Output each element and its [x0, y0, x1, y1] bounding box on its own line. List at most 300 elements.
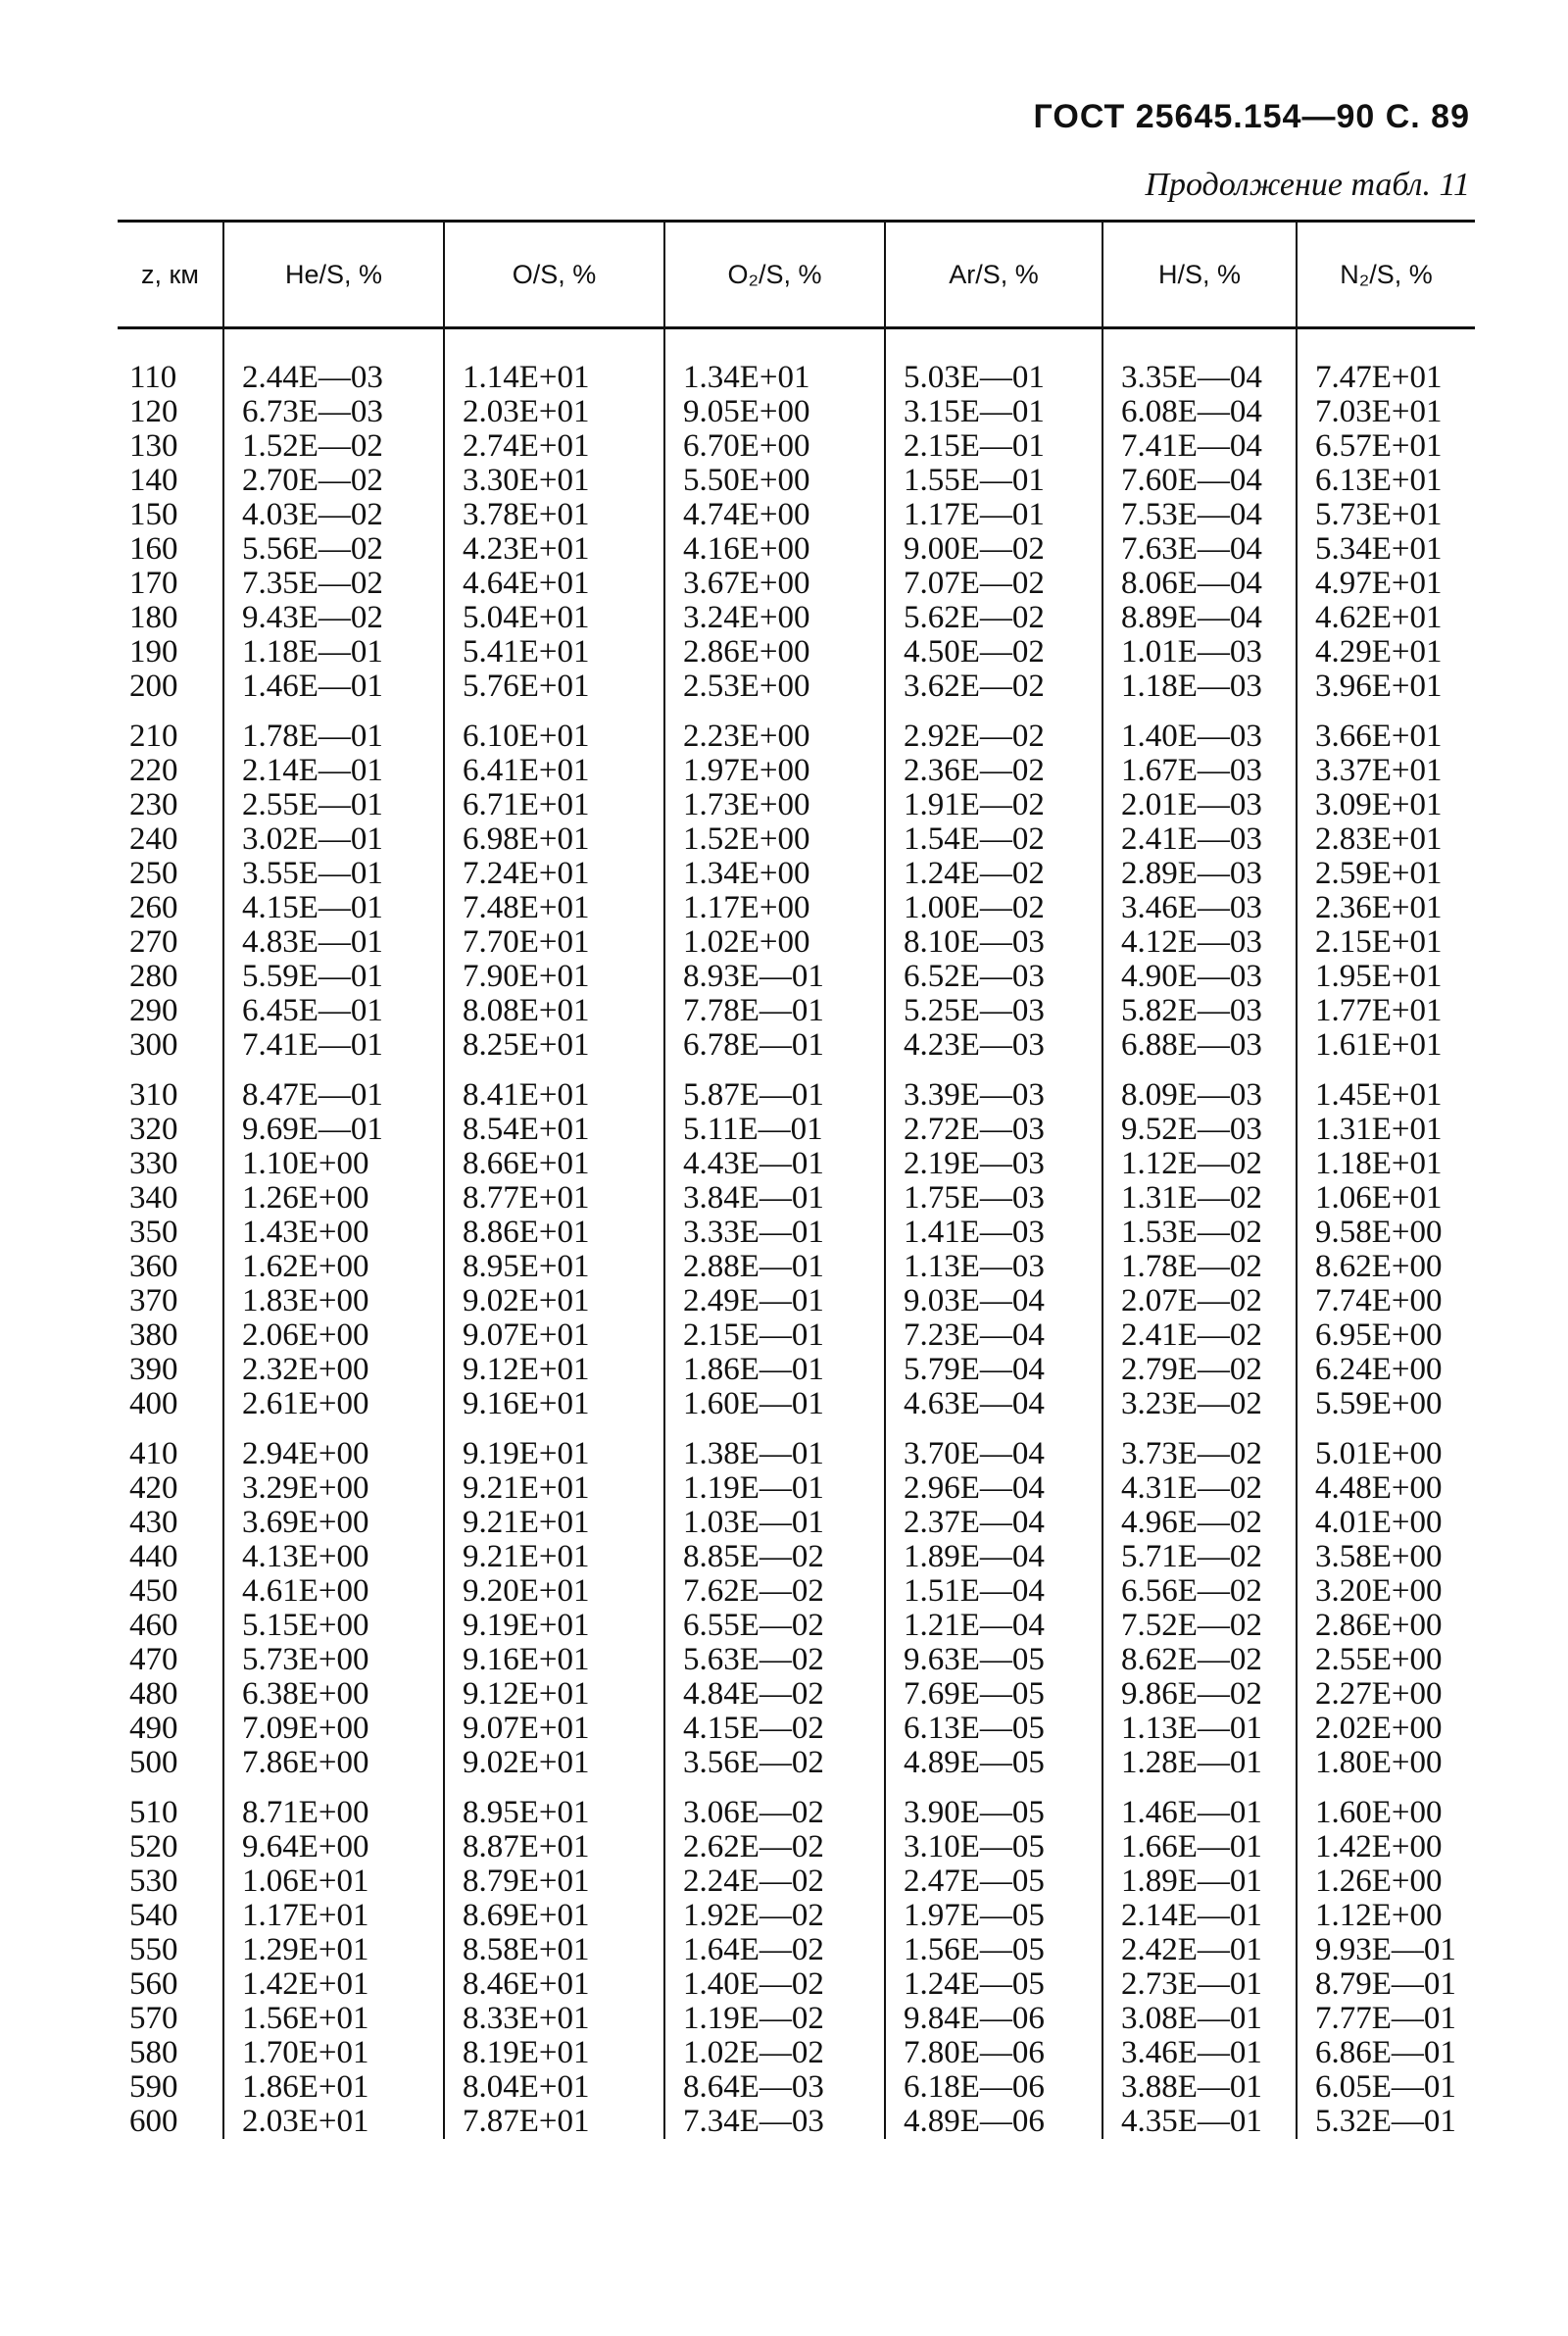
altitude-cell: 190 [129, 634, 178, 670]
value-cell: 7.86E+00 [223, 1746, 444, 1780]
value-cell: 3.08E—01 [1102, 2002, 1297, 2036]
altitude-cell: 240 [129, 821, 178, 857]
spacer-cell [885, 1421, 1102, 1437]
altitude-cell: 260 [129, 890, 178, 925]
value-cell: 4.23E—03 [885, 1028, 1102, 1063]
value-cell: 8.79E—01 [1297, 1967, 1475, 2002]
value-cell: 9.86E—02 [1102, 1677, 1297, 1712]
spacer-cell [885, 1780, 1102, 1796]
row-spacer [118, 1780, 1475, 1796]
value-cell: 6.98E+01 [444, 822, 664, 857]
value-cell: 9.07E+01 [444, 1712, 664, 1746]
value-cell: 8.19E+01 [444, 2036, 664, 2070]
value-cell: 1.70E+01 [223, 2036, 444, 2070]
altitude-cell: 350 [129, 1215, 178, 1250]
value-cell: 8.33E+01 [444, 2002, 664, 2036]
spacer-cell [444, 1421, 664, 1437]
value-cell: 7.63E—04 [1102, 532, 1297, 567]
value-cell: 1.03E—01 [664, 1506, 885, 1540]
value-cell: 1.01E—03 [1102, 635, 1297, 670]
value-cell: 1.67E—03 [1102, 754, 1297, 788]
column-header: O₂/S, % [664, 222, 885, 328]
value-cell: 9.21E+01 [444, 1471, 664, 1506]
table-row [118, 1181, 1475, 1216]
value-cell: 7.34E—03 [664, 2105, 885, 2139]
table-header [118, 222, 1475, 328]
altitude-cell: 570 [129, 2001, 178, 2036]
table-row [118, 1113, 1475, 1147]
altitude-cell: 550 [129, 1932, 178, 1967]
spacer-cell [444, 704, 664, 720]
value-cell: 8.46E+01 [444, 1967, 664, 2002]
table-row [118, 822, 1475, 857]
value-cell: 1.55E—01 [885, 464, 1102, 498]
value-cell: 2.53E+00 [664, 670, 885, 704]
altitude-cell: 590 [129, 2069, 178, 2105]
value-cell: 3.84E—01 [664, 1181, 885, 1216]
row-spacer [118, 328, 1475, 362]
table-row [118, 1078, 1475, 1113]
spacer-cell [118, 1063, 223, 1078]
value-cell: 1.14E+01 [444, 361, 664, 395]
value-cell: 1.95E+01 [1297, 960, 1475, 994]
value-cell: 8.93E—01 [664, 960, 885, 994]
value-cell: 7.41E—01 [223, 1028, 444, 1063]
value-cell: 2.41E—02 [1102, 1318, 1297, 1353]
value-cell: 9.07E+01 [444, 1318, 664, 1353]
value-cell: 6.13E+01 [1297, 464, 1475, 498]
table-row [118, 1318, 1475, 1353]
value-cell: 6.95E+00 [1297, 1318, 1475, 1353]
value-cell: 2.59E+01 [1297, 857, 1475, 891]
altitude-cell: 530 [129, 1864, 178, 1899]
value-cell: 6.24E+00 [1297, 1353, 1475, 1387]
value-cell: 6.86E—01 [1297, 2036, 1475, 2070]
value-cell: 9.58E+00 [1297, 1216, 1475, 1250]
table-body [118, 328, 1475, 2140]
table-row [118, 635, 1475, 670]
spacer-cell [118, 704, 223, 720]
value-cell: 1.10E+00 [223, 1147, 444, 1181]
value-cell: 2.07E—02 [1102, 1284, 1297, 1318]
value-cell: 4.90E—03 [1102, 960, 1297, 994]
table-row [118, 720, 1475, 754]
column-header: He/S, % [223, 222, 444, 328]
value-cell: 6.57E+01 [1297, 429, 1475, 464]
value-cell: 6.45E—01 [223, 994, 444, 1028]
value-cell: 7.87E+01 [444, 2105, 664, 2139]
value-cell: 3.58E+00 [1297, 1540, 1475, 1574]
altitude-cell: 150 [129, 497, 178, 532]
table-row [118, 1353, 1475, 1387]
value-cell: 2.62E—02 [664, 1830, 885, 1864]
value-cell: 1.45E+01 [1297, 1078, 1475, 1113]
table-row [118, 1609, 1475, 1643]
value-cell: 7.09E+00 [223, 1712, 444, 1746]
value-cell: 8.08E+01 [444, 994, 664, 1028]
value-cell: 2.74E+01 [444, 429, 664, 464]
value-cell: 5.56E—02 [223, 532, 444, 567]
table-row [118, 1147, 1475, 1181]
value-cell: 8.85E—02 [664, 1540, 885, 1574]
value-cell: 7.78E—01 [664, 994, 885, 1028]
value-cell: 5.73E+01 [1297, 498, 1475, 532]
value-cell: 3.33E—01 [664, 1216, 885, 1250]
value-cell: 1.17E+00 [664, 891, 885, 925]
table-row [118, 754, 1475, 788]
table-row [118, 1437, 1475, 1471]
value-cell: 3.46E—01 [1102, 2036, 1297, 2070]
table-row [118, 670, 1475, 704]
value-cell: 2.03E+01 [444, 395, 664, 429]
value-cell: 9.21E+01 [444, 1506, 664, 1540]
value-cell: 3.20E+00 [1297, 1574, 1475, 1609]
value-cell: 6.73E—03 [223, 395, 444, 429]
table-row [118, 361, 1475, 395]
altitude-cell: 320 [129, 1112, 178, 1147]
value-cell: 1.40E—03 [1102, 720, 1297, 754]
value-cell: 1.64E—02 [664, 1933, 885, 1967]
table-row [118, 960, 1475, 994]
altitude-cell: 180 [129, 600, 178, 635]
value-cell: 2.41E—03 [1102, 822, 1297, 857]
value-cell: 8.89E—04 [1102, 601, 1297, 635]
value-cell: 9.19E+01 [444, 1609, 664, 1643]
value-cell: 5.04E+01 [444, 601, 664, 635]
value-cell: 3.09E+01 [1297, 788, 1475, 822]
value-cell: 1.43E+00 [223, 1216, 444, 1250]
altitude-cell: 380 [129, 1317, 178, 1353]
value-cell: 9.00E—02 [885, 532, 1102, 567]
table-row [118, 788, 1475, 822]
value-cell: 1.13E—01 [1102, 1712, 1297, 1746]
column-header: O/S, % [444, 222, 664, 328]
altitude-cell: 120 [129, 394, 178, 429]
value-cell: 6.10E+01 [444, 720, 664, 754]
value-cell: 8.54E+01 [444, 1113, 664, 1147]
value-cell: 9.12E+01 [444, 1677, 664, 1712]
value-cell: 5.15E+00 [223, 1609, 444, 1643]
value-cell: 6.41E+01 [444, 754, 664, 788]
value-cell: 4.23E+01 [444, 532, 664, 567]
table-row [118, 857, 1475, 891]
altitude-cell: 250 [129, 856, 178, 891]
value-cell: 8.79E+01 [444, 1864, 664, 1899]
value-cell: 6.55E—02 [664, 1609, 885, 1643]
spacer-cell [444, 1063, 664, 1078]
value-cell: 8.10E—03 [885, 925, 1102, 960]
value-cell: 9.19E+01 [444, 1437, 664, 1471]
value-cell: 7.53E—04 [1102, 498, 1297, 532]
altitude-cell: 230 [129, 787, 178, 822]
value-cell: 2.86E+00 [664, 635, 885, 670]
value-cell: 1.19E—02 [664, 2002, 885, 2036]
value-cell: 1.06E+01 [1297, 1181, 1475, 1216]
value-cell: 4.29E+01 [1297, 635, 1475, 670]
value-cell: 6.08E—04 [1102, 395, 1297, 429]
value-cell: 9.64E+00 [223, 1830, 444, 1864]
spacer-cell [223, 1063, 444, 1078]
value-cell: 3.02E—01 [223, 822, 444, 857]
value-cell: 1.60E—01 [664, 1387, 885, 1421]
altitude-cell: 330 [129, 1146, 178, 1181]
value-cell: 6.78E—01 [664, 1028, 885, 1063]
value-cell: 7.90E+01 [444, 960, 664, 994]
value-cell: 8.66E+01 [444, 1147, 664, 1181]
spacer-cell [444, 1780, 664, 1796]
altitude-cell: 440 [129, 1539, 178, 1574]
value-cell: 5.76E+01 [444, 670, 664, 704]
value-cell: 4.61E+00 [223, 1574, 444, 1609]
value-cell: 1.80E+00 [1297, 1746, 1475, 1780]
value-cell: 1.17E—01 [885, 498, 1102, 532]
value-cell: 9.05E+00 [664, 395, 885, 429]
value-cell: 8.77E+01 [444, 1181, 664, 1216]
value-cell: 1.46E—01 [1102, 1796, 1297, 1830]
value-cell: 3.24E+00 [664, 601, 885, 635]
composition-table [118, 220, 1475, 2139]
value-cell: 8.47E—01 [223, 1078, 444, 1113]
value-cell: 4.96E—02 [1102, 1506, 1297, 1540]
altitude-cell: 390 [129, 1352, 178, 1387]
table-row [118, 1250, 1475, 1284]
value-cell: 3.67E+00 [664, 567, 885, 601]
altitude-cell: 500 [129, 1745, 178, 1780]
altitude-cell: 220 [129, 753, 178, 788]
value-cell: 8.71E+00 [223, 1796, 444, 1830]
value-cell: 6.18E—06 [885, 2070, 1102, 2105]
altitude-cell: 130 [129, 428, 178, 464]
altitude-cell: 520 [129, 1829, 178, 1864]
altitude-cell: 360 [129, 1249, 178, 1284]
value-cell: 6.56E—02 [1102, 1574, 1297, 1609]
value-cell: 7.47E+01 [1297, 361, 1475, 395]
value-cell: 1.97E—05 [885, 1899, 1102, 1933]
value-cell: 5.25E—03 [885, 994, 1102, 1028]
value-cell: 7.60E—04 [1102, 464, 1297, 498]
spacer-cell [885, 704, 1102, 720]
table-row [118, 1216, 1475, 1250]
value-cell: 4.15E—02 [664, 1712, 885, 1746]
altitude-cell: 470 [129, 1642, 178, 1677]
value-cell: 1.89E—04 [885, 1540, 1102, 1574]
spacer-cell [1102, 1780, 1297, 1796]
value-cell: 4.35E—01 [1102, 2105, 1297, 2139]
table-row [118, 395, 1475, 429]
value-cell: 4.63E—04 [885, 1387, 1102, 1421]
altitude-cell: 280 [129, 959, 178, 994]
value-cell: 9.43E—02 [223, 601, 444, 635]
value-cell: 1.29E+01 [223, 1933, 444, 1967]
value-cell: 4.03E—02 [223, 498, 444, 532]
altitude-cell: 600 [129, 2104, 178, 2139]
spacer-cell [223, 328, 444, 362]
value-cell: 2.14E—01 [1102, 1899, 1297, 1933]
value-cell: 4.64E+01 [444, 567, 664, 601]
value-cell: 8.04E+01 [444, 2070, 664, 2105]
value-cell: 1.19E—01 [664, 1471, 885, 1506]
value-cell: 4.50E—02 [885, 635, 1102, 670]
altitude-cell: 310 [129, 1077, 178, 1113]
value-cell: 8.69E+01 [444, 1899, 664, 1933]
value-cell: 2.14E—01 [223, 754, 444, 788]
table-row [118, 1643, 1475, 1677]
spacer-cell [444, 328, 664, 362]
altitude-cell: 270 [129, 924, 178, 960]
value-cell: 1.13E—03 [885, 1250, 1102, 1284]
value-cell: 1.97E+00 [664, 754, 885, 788]
value-cell: 4.62E+01 [1297, 601, 1475, 635]
value-cell: 2.02E+00 [1297, 1712, 1475, 1746]
value-cell: 1.92E—02 [664, 1899, 885, 1933]
value-cell: 1.56E+01 [223, 2002, 444, 2036]
value-cell: 9.03E—04 [885, 1284, 1102, 1318]
value-cell: 6.71E+01 [444, 788, 664, 822]
table-row [118, 1387, 1475, 1421]
value-cell: 5.82E—03 [1102, 994, 1297, 1028]
spacer-cell [885, 1063, 1102, 1078]
value-cell: 5.11E—01 [664, 1113, 885, 1147]
table-continuation-caption: Продолжение табл. 11 [1145, 167, 1470, 203]
altitude-cell: 210 [129, 719, 178, 754]
value-cell: 7.62E—02 [664, 1574, 885, 1609]
table-row [118, 1028, 1475, 1063]
value-cell: 3.35E—04 [1102, 361, 1297, 395]
altitude-cell: 140 [129, 463, 178, 498]
value-cell: 3.78E+01 [444, 498, 664, 532]
value-cell: 1.31E+01 [1297, 1113, 1475, 1147]
spacer-cell [664, 1780, 885, 1796]
value-cell: 1.78E—01 [223, 720, 444, 754]
value-cell: 9.16E+01 [444, 1643, 664, 1677]
value-cell: 2.37E—04 [885, 1506, 1102, 1540]
value-cell: 1.21E—04 [885, 1609, 1102, 1643]
value-cell: 8.62E—02 [1102, 1643, 1297, 1677]
value-cell: 6.70E+00 [664, 429, 885, 464]
table-row [118, 601, 1475, 635]
value-cell: 5.03E—01 [885, 361, 1102, 395]
value-cell: 5.34E+01 [1297, 532, 1475, 567]
value-cell: 9.12E+01 [444, 1353, 664, 1387]
value-cell: 2.79E—02 [1102, 1353, 1297, 1387]
value-cell: 2.73E—01 [1102, 1967, 1297, 2002]
value-cell: 8.95E+01 [444, 1796, 664, 1830]
value-cell: 5.73E+00 [223, 1643, 444, 1677]
value-cell: 2.70E—02 [223, 464, 444, 498]
value-cell: 2.88E—01 [664, 1250, 885, 1284]
value-cell: 1.53E—02 [1102, 1216, 1297, 1250]
table-row [118, 1540, 1475, 1574]
value-cell: 8.87E+01 [444, 1830, 664, 1864]
value-cell: 2.89E—03 [1102, 857, 1297, 891]
spacer-cell [1297, 704, 1475, 720]
value-cell: 2.19E—03 [885, 1147, 1102, 1181]
value-cell: 1.61E+01 [1297, 1028, 1475, 1063]
spacer-cell [1102, 328, 1297, 362]
spacer-cell [1297, 1063, 1475, 1078]
value-cell: 7.74E+00 [1297, 1284, 1475, 1318]
column-header: H/S, % [1102, 222, 1297, 328]
value-cell: 3.56E—02 [664, 1746, 885, 1780]
altitude-cell: 400 [129, 1386, 178, 1421]
value-cell: 3.69E+00 [223, 1506, 444, 1540]
value-cell: 5.71E—02 [1102, 1540, 1297, 1574]
value-cell: 1.12E+00 [1297, 1899, 1475, 1933]
value-cell: 2.15E—01 [664, 1318, 885, 1353]
value-cell: 1.24E—05 [885, 1967, 1102, 2002]
value-cell: 2.92E—02 [885, 720, 1102, 754]
value-cell: 1.26E+00 [1297, 1864, 1475, 1899]
table-row [118, 994, 1475, 1028]
value-cell: 1.66E—01 [1102, 1830, 1297, 1864]
value-cell: 2.15E—01 [885, 429, 1102, 464]
spacer-cell [664, 328, 885, 362]
value-cell: 2.83E+01 [1297, 822, 1475, 857]
value-cell: 2.61E+00 [223, 1387, 444, 1421]
value-cell: 9.21E+01 [444, 1540, 664, 1574]
value-cell: 1.75E—03 [885, 1181, 1102, 1216]
value-cell: 1.77E+01 [1297, 994, 1475, 1028]
table-row [118, 1284, 1475, 1318]
value-cell: 2.94E+00 [223, 1437, 444, 1471]
value-cell: 1.06E+01 [223, 1864, 444, 1899]
value-cell: 5.32E—01 [1297, 2105, 1475, 2139]
table-row [118, 1677, 1475, 1712]
spacer-cell [1297, 1780, 1475, 1796]
value-cell: 9.02E+01 [444, 1284, 664, 1318]
altitude-cell: 110 [129, 360, 177, 395]
value-cell: 1.38E—01 [664, 1437, 885, 1471]
value-cell: 9.84E—06 [885, 2002, 1102, 2036]
value-cell: 4.12E—03 [1102, 925, 1297, 960]
value-cell: 6.05E—01 [1297, 2070, 1475, 2105]
spacer-cell [885, 328, 1102, 362]
altitude-cell: 460 [129, 1608, 178, 1643]
value-cell: 8.95E+01 [444, 1250, 664, 1284]
value-cell: 5.59E—01 [223, 960, 444, 994]
value-cell: 7.35E—02 [223, 567, 444, 601]
value-cell: 3.90E—05 [885, 1796, 1102, 1830]
value-cell: 4.43E—01 [664, 1147, 885, 1181]
value-cell: 3.66E+01 [1297, 720, 1475, 754]
value-cell: 2.27E+00 [1297, 1677, 1475, 1712]
value-cell: 3.30E+01 [444, 464, 664, 498]
value-cell: 9.69E—01 [223, 1113, 444, 1147]
value-cell: 7.03E+01 [1297, 395, 1475, 429]
value-cell: 1.34E+01 [664, 361, 885, 395]
value-cell: 5.01E+00 [1297, 1437, 1475, 1471]
value-cell: 1.00E—02 [885, 891, 1102, 925]
table-row [118, 2105, 1475, 2139]
spacer-cell [1102, 704, 1297, 720]
table-row [118, 891, 1475, 925]
value-cell: 1.42E+00 [1297, 1830, 1475, 1864]
value-cell: 7.48E+01 [444, 891, 664, 925]
spacer-cell [664, 704, 885, 720]
value-cell: 1.34E+00 [664, 857, 885, 891]
value-cell: 5.63E—02 [664, 1643, 885, 1677]
spacer-cell [118, 1780, 223, 1796]
value-cell: 5.59E+00 [1297, 1387, 1475, 1421]
table-row [118, 464, 1475, 498]
table-row [118, 498, 1475, 532]
value-cell: 1.89E—01 [1102, 1864, 1297, 1899]
value-cell: 1.12E—02 [1102, 1147, 1297, 1181]
table-row [118, 1506, 1475, 1540]
table-row [118, 532, 1475, 567]
spacer-cell [1297, 1421, 1475, 1437]
value-cell: 1.02E+00 [664, 925, 885, 960]
